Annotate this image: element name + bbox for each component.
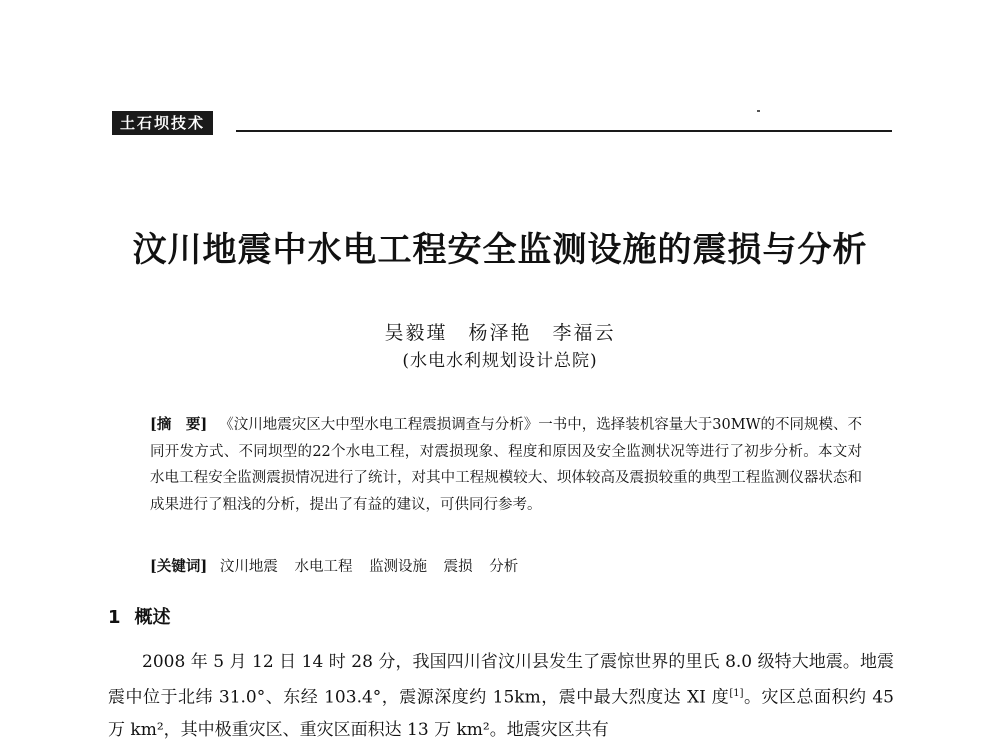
article-title: 汶川地震中水电工程安全监测设施的震损与分析 (132, 230, 868, 270)
keyword: 汶川地震 (219, 559, 278, 575)
section-heading (108, 603, 171, 629)
keywords-label: [关键词] (150, 558, 208, 575)
body-paragraph (108, 646, 894, 746)
body-text-part2: 。灾区总面积约 45 万 km²，其中极重灾区、重灾区面积达 13 万 km²。地震灾区共有 (108, 687, 894, 740)
section-title: 概述 (134, 607, 171, 628)
header-rule (236, 130, 892, 132)
section-number: 1 (108, 607, 121, 628)
keyword: 震损 (443, 559, 473, 575)
scan-speck (757, 110, 760, 112)
article-affiliation: (水电水利规划设计总院) (402, 351, 598, 371)
reference-marker: [1] (729, 688, 744, 699)
section-tag: 土石坝技术 (112, 111, 213, 135)
article-authors: 吴毅瑾 杨泽艳 李福云 (384, 322, 616, 344)
abstract-label: [摘 要] (150, 416, 208, 433)
keywords (150, 556, 862, 578)
keyword: 分析 (489, 559, 519, 575)
body-text-part1: 2008 年 5 月 12 日 14 时 28 分，我国四川省汶川县发生了震惊世界的里氏 8.0 级特大地震。地震震中位于北纬 31.0°、东经 103.4°，震源深度约 15km，震中最大烈度达 XI 度 (108, 652, 894, 708)
abstract (150, 412, 862, 518)
keyword: 监测设施 (369, 559, 428, 575)
abstract-text: 《汶川地震灾区大中型水电工程震损调查与分析》一书中，选择装机容量大于30MW的不同规模、不同开发方式、不同坝型的22个水电工程，对震损现象、程度和原因及安全监测状况等进行了初步分析。本文对水电工程安全监测震损情况进行了统计，对其中工程规模较大、坝体较高及震损较重的典型工程监测仪器状态和成果进行了粗浅的分析，提出了有益的建议，可供同行参考。 (150, 417, 862, 513)
keyword: 水电工程 (294, 559, 353, 575)
